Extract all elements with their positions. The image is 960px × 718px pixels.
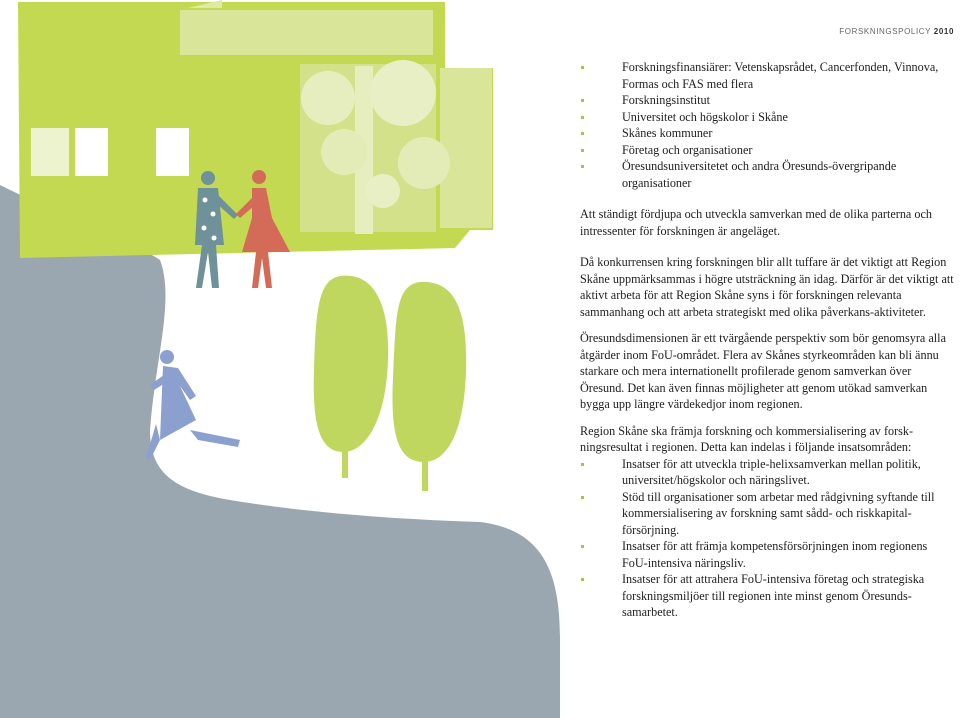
list-item: Insatser för att främja kompetensförsörjningen inom regionens FoU-intensiva näringsliv. — [580, 538, 954, 571]
paragraph-commercialisation: Region Skåne ska främja forskning och kommersialisering av forsk-ningsresultat i regionen. Detta kan indelas i följande insatsområden: — [580, 423, 914, 454]
list-item: Insatser för att utveckla triple-helixsamverkan mellan politik, universitet/högskolor och näringslivet. — [580, 456, 954, 489]
window — [75, 128, 108, 176]
funders-list — [580, 59, 954, 191]
list-item: Företag och organisationer — [580, 142, 954, 159]
list-item: Universitet och högskolor i Skåne — [580, 109, 954, 126]
list-item: Skånes kommuner — [580, 125, 954, 142]
paragraph-competition-b: Därför är det viktigt att aktivt arbeta för att Region Skåne syns i för forskningen relevanta sammanhang och att arbeta strategiskt med olika påverkans-aktiviteter. — [580, 271, 954, 319]
figure-running — [146, 350, 240, 460]
running-head — [839, 27, 954, 36]
paragraph-oresund: Öresundsdimensionen är ett tvärgående perspektiv som bör genomsyra alla åtgärder inom FoU-området. Flera av Skånes styrkeområden kan bli ännu starkare och mera internationellt profilerade genom samverkan över Öresund. Det kan även finnas möjligheter att genom utökad samverkan bygga upp längre värdekedjor inom regionen. — [580, 331, 946, 411]
running-year: 2010 — [933, 27, 954, 36]
list-item: Forskningsinstitut — [580, 92, 954, 109]
list-item: Forskningsfinansiärer: Vetenskapsrådet, Cancerfonden, Vinnova, Formas och FAS med flera — [580, 59, 954, 92]
paragraph-competition-a: Då konkurrensen kring forskningen blir allt tuffare är det viktigt att Region Skåne uppmärksammas i högre utsträckning än idag. — [580, 255, 947, 286]
paragraph-competition — [580, 254, 954, 320]
trees — [314, 276, 466, 491]
paragraph-collaboration: Att ständigt fördjupa och utveckla samverkan med de olika parterna och intressenter för forskningen är angeläget. — [580, 207, 932, 238]
road-shape — [0, 185, 560, 718]
window — [31, 128, 69, 176]
list-item: Öresundsuniversitetet och andra Öresunds-övergripande organisationer — [580, 158, 954, 191]
window — [156, 128, 189, 176]
list-item: Stöd till organisationer som arbetar med rådgivning syftande till kommersialisering av forskning samt sådd- och riskkapital-försörjning. — [580, 489, 954, 539]
text-column — [580, 59, 954, 621]
list-item: Insatser för att attrahera FoU-intensiva företag och strategiska forskningsmiljöer till regionen inte minst genom Öresunds-samarbetet. — [580, 571, 954, 621]
running-title: FORSKNINGSPOLICY — [839, 27, 931, 36]
efforts-list — [580, 456, 954, 621]
